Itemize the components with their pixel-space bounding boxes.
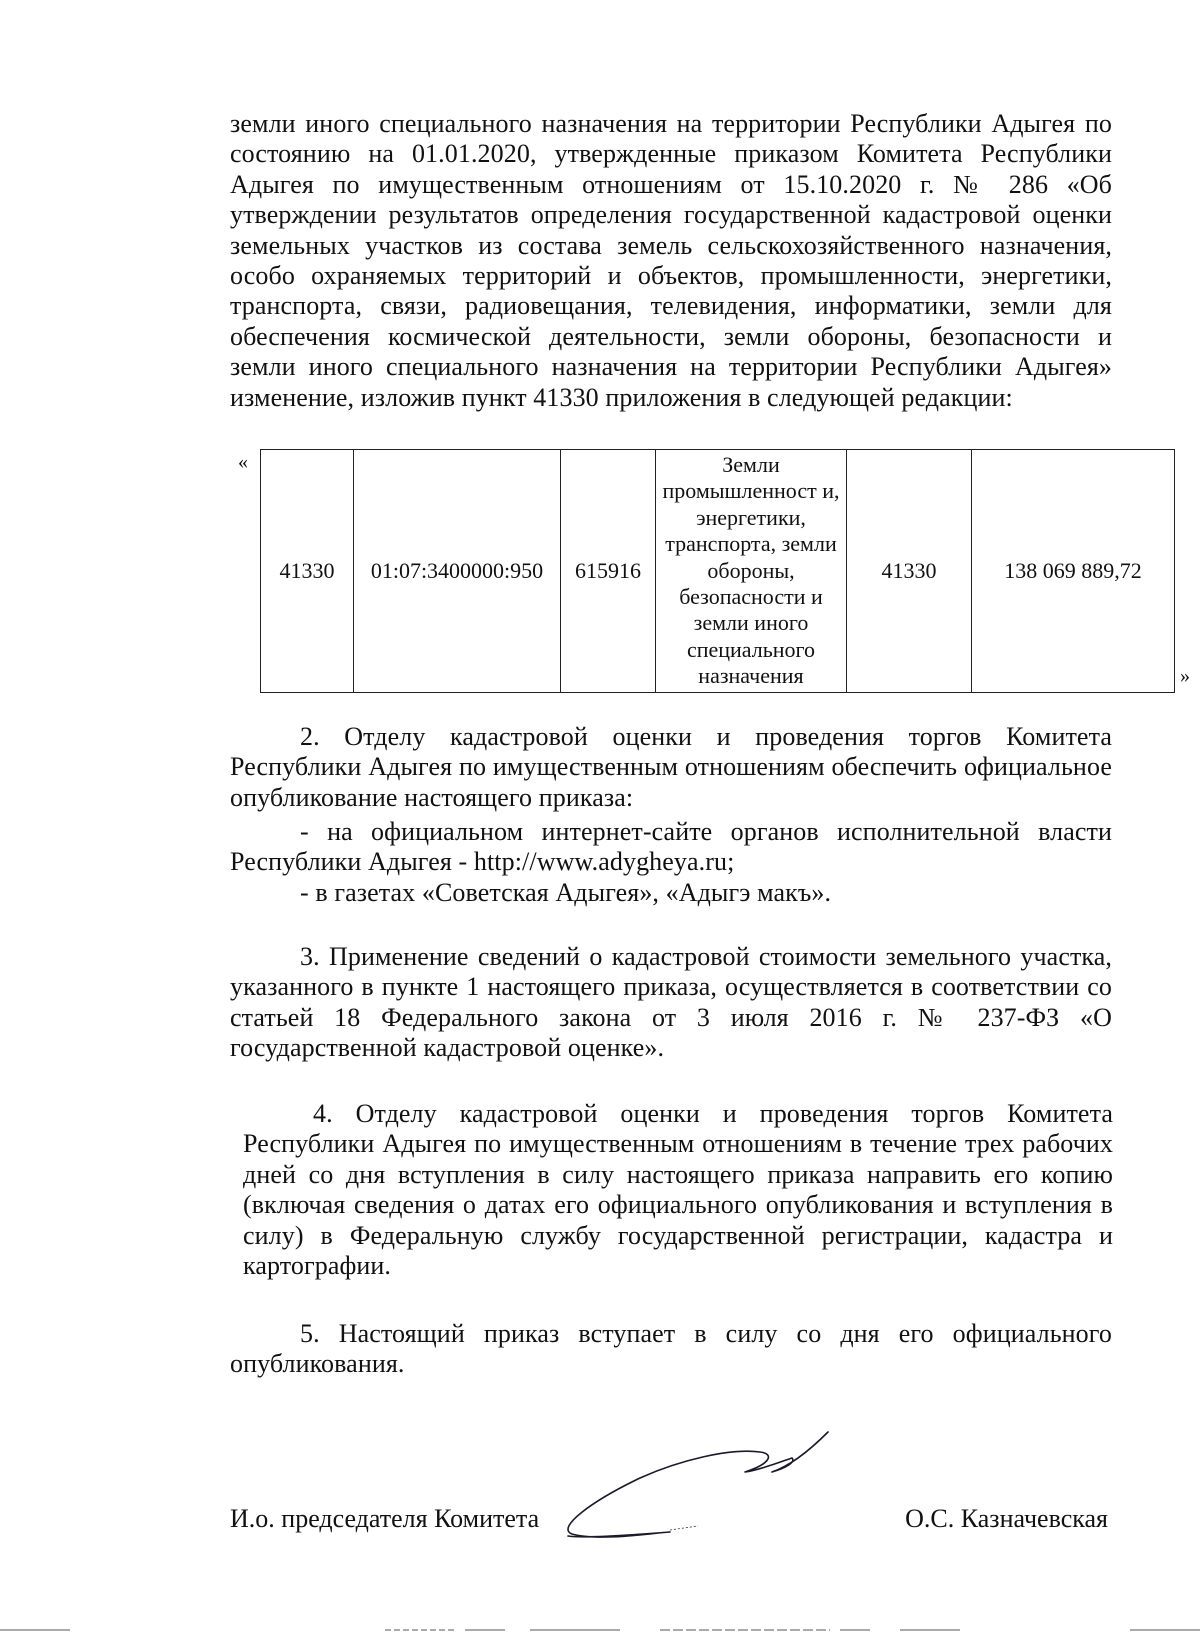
item-2: 2. Отделу кадастровой оценки и проведения торгов Комитета Республики Адыгея по имущественным отношениям обеспечить официальное опубликование настоящего приказа:	[230, 722, 1112, 812]
cadastral-table	[260, 449, 1175, 693]
cell-land-category: Земли промышленност и, энергетики, транспорта, земли обороны, безопасности и земли иного специального назначения	[656, 450, 847, 693]
item-2-bullet-website: - на официальном интернет-сайте органов исполнительной власти Республики Адыгея - http://www.adygheya.ru;	[230, 817, 1112, 877]
cell-cadastral-cost: 138 069 889,72	[972, 450, 1175, 693]
table-quote-open: «	[238, 451, 248, 473]
table-quote-close: »	[1180, 665, 1190, 687]
cell-number: 41330	[261, 450, 354, 693]
intro-paragraph: земли иного специального назначения на территории Республики Адыгея по состоянию на 01.01.2020, утвержденные приказом Комитета Республики Адыгея по имущественным отношениям от 15.10.2020 г. № 286 «Об утверждении результатов определения государственной кадастровой оценки земельных участков из состава земель сельскохозяйственного назначения, особо охраняемых территорий и объектов, промышленности, энергетики, транспорта, связи, радиовещания, телевидения, информатики, земли для обеспечения космической деятельности, земли обороны, безопасности и земли иного специального назначения на территории Республики Адыгея» изменение, изложив пункт 41330 приложения в следующей редакции:	[230, 109, 1112, 412]
signature-block	[230, 1498, 1112, 1538]
cell-area: 615916	[561, 450, 656, 693]
cell-code: 41330	[847, 450, 972, 693]
signatory-name: О.С. Казначевская	[905, 1504, 1108, 1533]
item-2-bullet-newspapers: - в газетах «Советская Адыгея», «Адыгэ макъ».	[300, 878, 832, 907]
table-row	[261, 450, 1175, 693]
item-3: 3. Применение сведений о кадастровой стоимости земельного участка, указанного в пункте 1 настоящего приказа, осуществляется в соответствии со статьей 18 Федерального закона от 3 июля 2016 г. № 237-ФЗ «О государственной кадастровой оценке».	[230, 942, 1112, 1063]
cell-cadastral-number: 01:07:3400000:950	[354, 450, 561, 693]
item-5: 5. Настоящий приказ вступает в силу со дня его официального опубликования.	[230, 1319, 1112, 1379]
signatory-position: И.о. председателя Комитета	[230, 1504, 540, 1533]
item-4: 4. Отделу кадастровой оценки и проведения торгов Комитета Республики Адыгея по имущественным отношениям в течение трех рабочих дней со дня вступления в силу настоящего приказа направить его копию (включая сведения о датах его официального опубликования и вступления в силу) в Федеральную службу государственной регистрации, кадастра и картографии.	[243, 1099, 1113, 1281]
scan-artifact-lines	[0, 1620, 1200, 1640]
